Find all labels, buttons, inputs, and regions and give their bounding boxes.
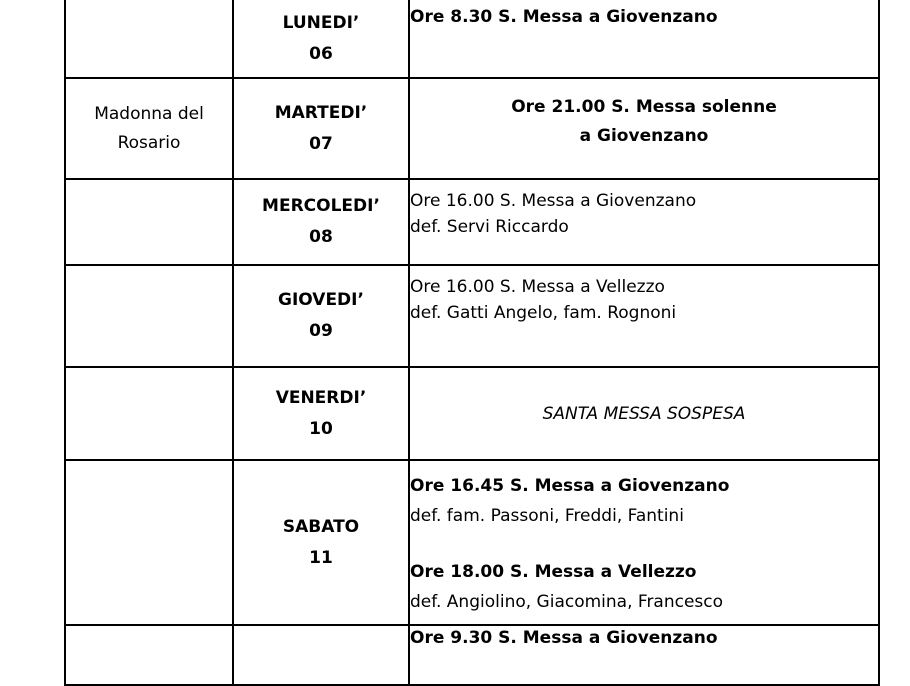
feast-cell [65,265,233,367]
mass-schedule-table [64,0,880,686]
day-cell [233,78,409,179]
feast-cell [65,625,233,685]
feast-name-line: Rosario [117,132,181,153]
spacer [410,531,878,557]
mass-intention-line: def. fam. Passoni, Freddi, Fantini [410,505,684,526]
day-name: MARTEDI’ [274,102,368,123]
schedule-row [65,78,879,179]
day-cell [233,367,409,460]
feast-cell [65,78,233,179]
day-cell [233,265,409,367]
mass-info-cell [409,265,879,367]
mass-info-cell [409,625,879,685]
schedule-row [65,265,879,367]
mass-info-cell [409,179,879,265]
mass-info-cell [409,0,879,78]
feast-cell [65,179,233,265]
schedule-row [65,625,879,685]
day-name: LUNEDI’ [282,12,360,33]
day-cell [233,625,409,685]
mass-time-line: Ore 16.00 S. Messa a Vellezzo [410,277,665,297]
feast-cell [65,460,233,625]
mass-info-cell [409,367,879,460]
mass-suspended-notice: SANTA MESSA SOSPESA [542,403,746,424]
day-name: SABATO [282,516,360,537]
mass-time-line: Ore 16.45 S. Messa a Giovenzano [410,475,730,496]
mass-info-cell [409,460,879,625]
feast-cell [65,367,233,460]
day-name: VENERDI’ [275,387,367,408]
mass-time-line: Ore 16.00 S. Messa a Giovenzano [410,191,697,211]
mass-info-cell [409,78,879,179]
day-number: 08 [309,227,333,247]
feast-cell [65,0,233,78]
mass-intention-line: def. Servi Riccardo [410,217,569,237]
day-name: MERCOLEDI’ [262,196,380,216]
day-cell [233,460,409,625]
day-number: 06 [309,43,333,64]
day-number: 11 [309,547,333,568]
mass-time-line: Ore 8.30 S. Messa a Giovenzano [410,7,718,27]
day-cell [233,0,409,78]
schedule-row [65,367,879,460]
mass-intention-line: def. Gatti Angelo, fam. Rognoni [410,303,677,323]
day-number: 07 [309,133,333,154]
mass-time-line: Ore 9.30 S. Messa a Giovenzano [410,628,718,648]
feast-name-line: Madonna del [94,103,204,124]
schedule-row [65,460,879,625]
day-cell [233,179,409,265]
day-name: GIOVEDI’ [278,290,364,310]
mass-location-line: a Giovenzano [579,126,709,146]
mass-time-line: Ore 18.00 S. Messa a Vellezzo [410,561,697,582]
day-number: 10 [309,418,333,439]
mass-time-line: Ore 21.00 S. Messa solenne [511,97,777,117]
day-number: 09 [309,321,333,341]
schedule-row [65,0,879,78]
schedule-row [65,179,879,265]
mass-intention-line: def. Angiolino, Giacomina, Francesco [410,591,724,612]
